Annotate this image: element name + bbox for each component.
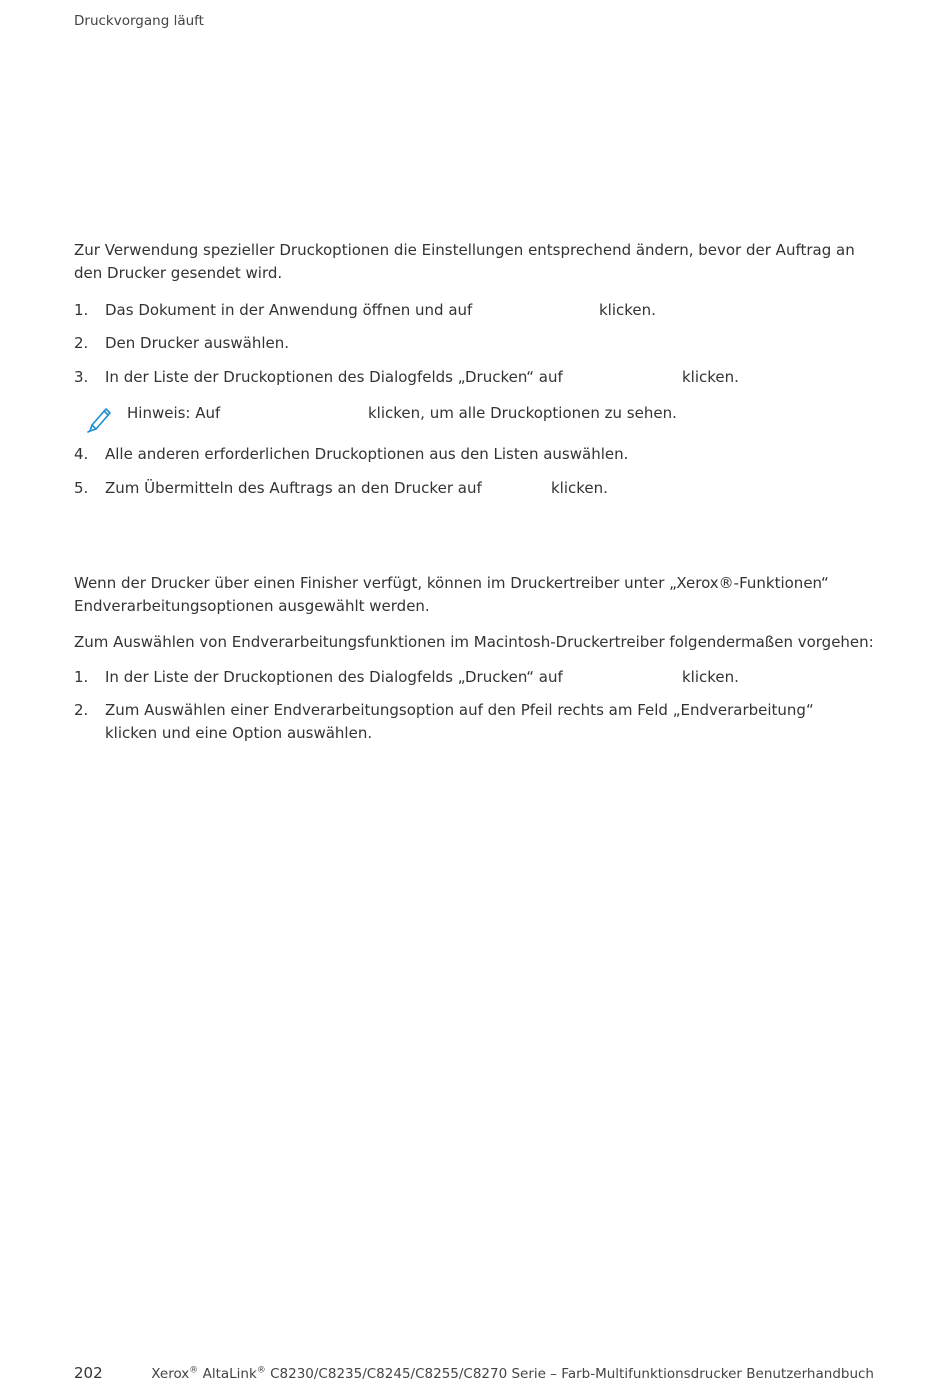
- step-text-before: In der Liste der Druckoptionen des Dialogfelds „Drucken“ auf: [105, 668, 563, 686]
- section2-intro: Wenn der Drucker über einen Finisher verfügt, können im Druckertreiber unter „Xerox®-Funktionen“ Endverarbeitungsoptionen ausgewählt werden.: [74, 574, 829, 615]
- step-text-after: klicken.: [599, 301, 656, 319]
- step-number: 5.: [74, 479, 89, 497]
- step-text-before: In der Liste der Druckoptionen des Dialogfelds „Drucken“ auf: [105, 368, 563, 386]
- section1-intro: Zur Verwendung spezieller Druckoptionen die Einstellungen entsprechend ändern, bevor der Auftrag an den Drucker gesendet wird.: [74, 241, 855, 282]
- footer-title: Xerox® AltaLink® C8230/C8235/C8245/C8255/C8270 Serie – Farb-Multifunktionsdrucker Benutzerhandbuch: [151, 1365, 874, 1382]
- step-text-before: Zum Übermitteln des Auftrags an den Drucker auf: [105, 479, 482, 497]
- step-text: Zum Auswählen einer Endverarbeitungsoption auf den Pfeil rechts am Feld „Endverarbeitung“ klicken und eine Option auswählen.: [105, 701, 814, 742]
- step-text-after: klicken.: [551, 479, 608, 497]
- note-text-before: Hinweis: Auf: [127, 404, 221, 422]
- step-text-before: Das Dokument in der Anwendung öffnen und auf: [105, 301, 473, 319]
- section2-lead: Zum Auswählen von Endverarbeitungsfunktionen im Macintosh-Druckertreiber folgendermaßen vorgehen:: [74, 633, 874, 651]
- step-number: 3.: [74, 368, 89, 386]
- footer-brand: Xerox: [151, 1366, 190, 1382]
- footer-product: AltaLink: [202, 1366, 257, 1382]
- note-text-after: klicken, um alle Druckoptionen zu sehen.: [368, 404, 677, 422]
- step-number: 1.: [74, 301, 89, 319]
- step-number: 1.: [74, 668, 89, 686]
- running-header: Druckvorgang läuft: [74, 13, 204, 29]
- pencil-icon: [86, 403, 114, 433]
- step-number: 4.: [74, 445, 89, 463]
- step-text-after: klicken.: [682, 668, 739, 686]
- step-text: Alle anderen erforderlichen Druckoptionen aus den Listen auswählen.: [105, 445, 629, 463]
- step-number: 2.: [74, 334, 89, 352]
- step-text: Den Drucker auswählen.: [105, 334, 289, 352]
- page-number: 202: [74, 1364, 103, 1382]
- step-number: 2.: [74, 701, 89, 719]
- footer-rest: C8230/C8235/C8245/C8255/C8270 Serie – Farb-Multifunktionsdrucker Benutzerhandbuch: [270, 1366, 874, 1382]
- step-text-after: klicken.: [682, 368, 739, 386]
- note-box: [86, 403, 866, 435]
